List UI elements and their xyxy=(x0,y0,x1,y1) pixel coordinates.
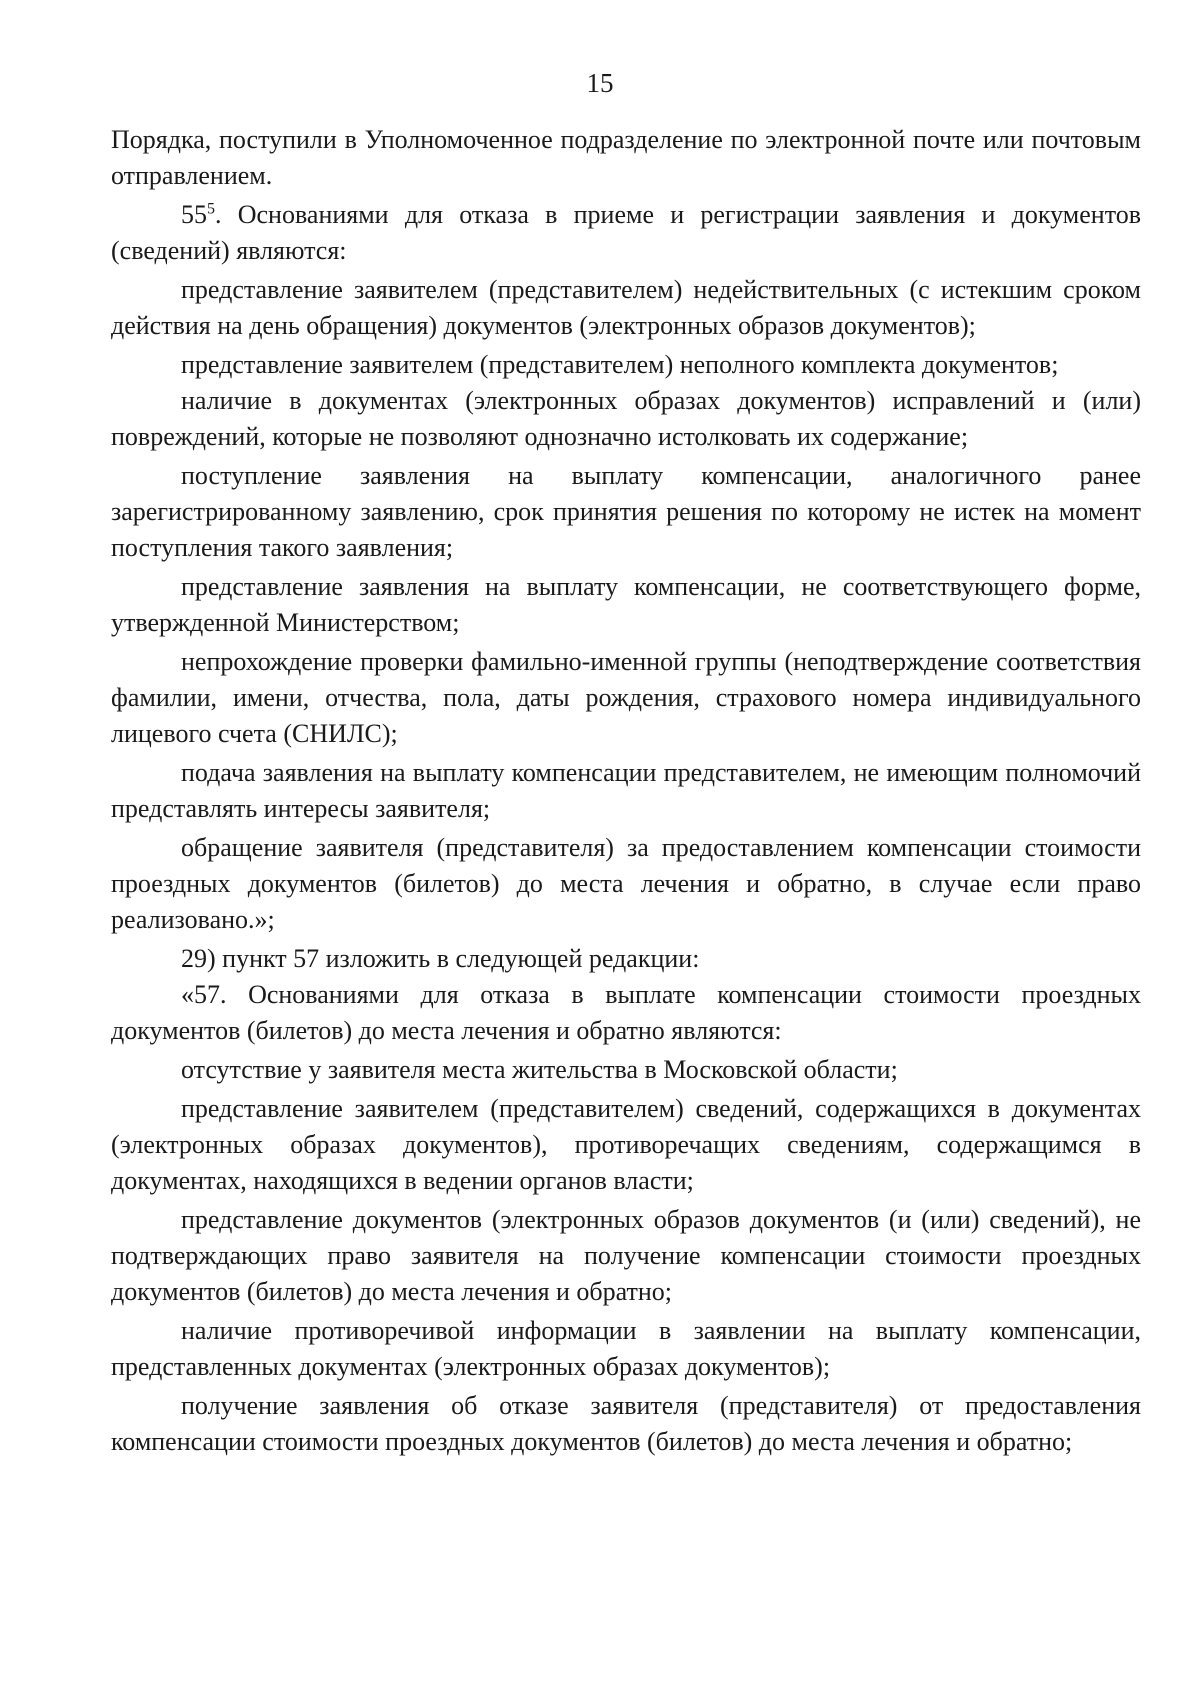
document-body xyxy=(111,122,1141,1460)
clause-number: 55 xyxy=(181,200,207,229)
list-item-invalid-documents: представление заявителем (представителем) недействительных (с истекшим сроком действия на день обращения) документов (электронных образов документов); xyxy=(111,275,1141,340)
list-item-wrong-form: представление заявления на выплату компенсации, не соответствующего форме, утвержденной Министерством; xyxy=(111,572,1141,637)
list-item-no-authority: подача заявления на выплату компенсации представителем, не имеющим полномочий представлять интересы заявителя; xyxy=(111,758,1141,823)
amendment-item-29: 29) пункт 57 изложить в следующей редакции: xyxy=(181,944,700,973)
list-item-corrections: наличие в документах (электронных образах документов) исправлений и (или) повреждений, которые не позволяют однозначно истолковать их содержание; xyxy=(111,386,1141,451)
paragraph-continuation: Порядка, поступили в Уполномоченное подразделение по электронной почте или почтовым отправлением. xyxy=(111,125,1141,190)
list-item-incomplete-set: представление заявителем (представителем) неполного комплекта документов; xyxy=(181,350,1059,379)
list-item-refusal-statement: получение заявления об отказе заявителя (представителя) от предоставления компенсации стоимости проездных документов (билетов) до места лечения и обратно; xyxy=(111,1391,1141,1456)
paragraph-clause-57: «57. Основаниями для отказа в выплате компенсации стоимости проездных документов (билетов) до места лечения и обратно являются: xyxy=(111,980,1141,1045)
list-item-no-residence: отсутствие у заявителя места жительства в Московской области; xyxy=(181,1055,898,1084)
list-item-contradicting-info: представление заявителем (представителем) сведений, содержащихся в документах (электронных образах документов), противоречащих сведениям, содержащимся в документах, находящихся в ведении органов власти; xyxy=(111,1094,1141,1195)
list-item-name-check: непрохождение проверки фамильно-именной группы (неподтверждение соответствия фамилии, имени, отчества, пола, даты рождения, страхового номера индивидуального лицевого счета (СНИЛС); xyxy=(111,647,1141,748)
list-item-no-right-confirmation: представление документов (электронных образов документов (и (или) сведений), не подтверждающих право заявителя на получение компенсации стоимости проездных документов (билетов) до места лечения и обратно; xyxy=(111,1205,1141,1306)
paragraph-clause-55-5 xyxy=(111,197,1141,269)
list-item-duplicate-application: поступление заявления на выплату компенсации, аналогичного ранее зарегистрированному заявлению, срок принятия решения по которому не истек на момент поступления такого заявления; xyxy=(111,461,1141,562)
clause-text: . Основаниями для отказа в приеме и регистрации заявления и документов (сведений) являются: xyxy=(111,200,1141,265)
clause-number-superscript: 5 xyxy=(207,200,215,218)
list-item-right-realized: обращение заявителя (представителя) за предоставлением компенсации стоимости проездных документов (билетов) до места лечения и обратно, в случае если право реализовано.»; xyxy=(111,833,1141,934)
list-item-contradictory-application: наличие противоречивой информации в заявлении на выплату компенсации, представленных документах (электронных образах документов); xyxy=(111,1316,1141,1381)
page-number: 15 xyxy=(586,68,614,98)
